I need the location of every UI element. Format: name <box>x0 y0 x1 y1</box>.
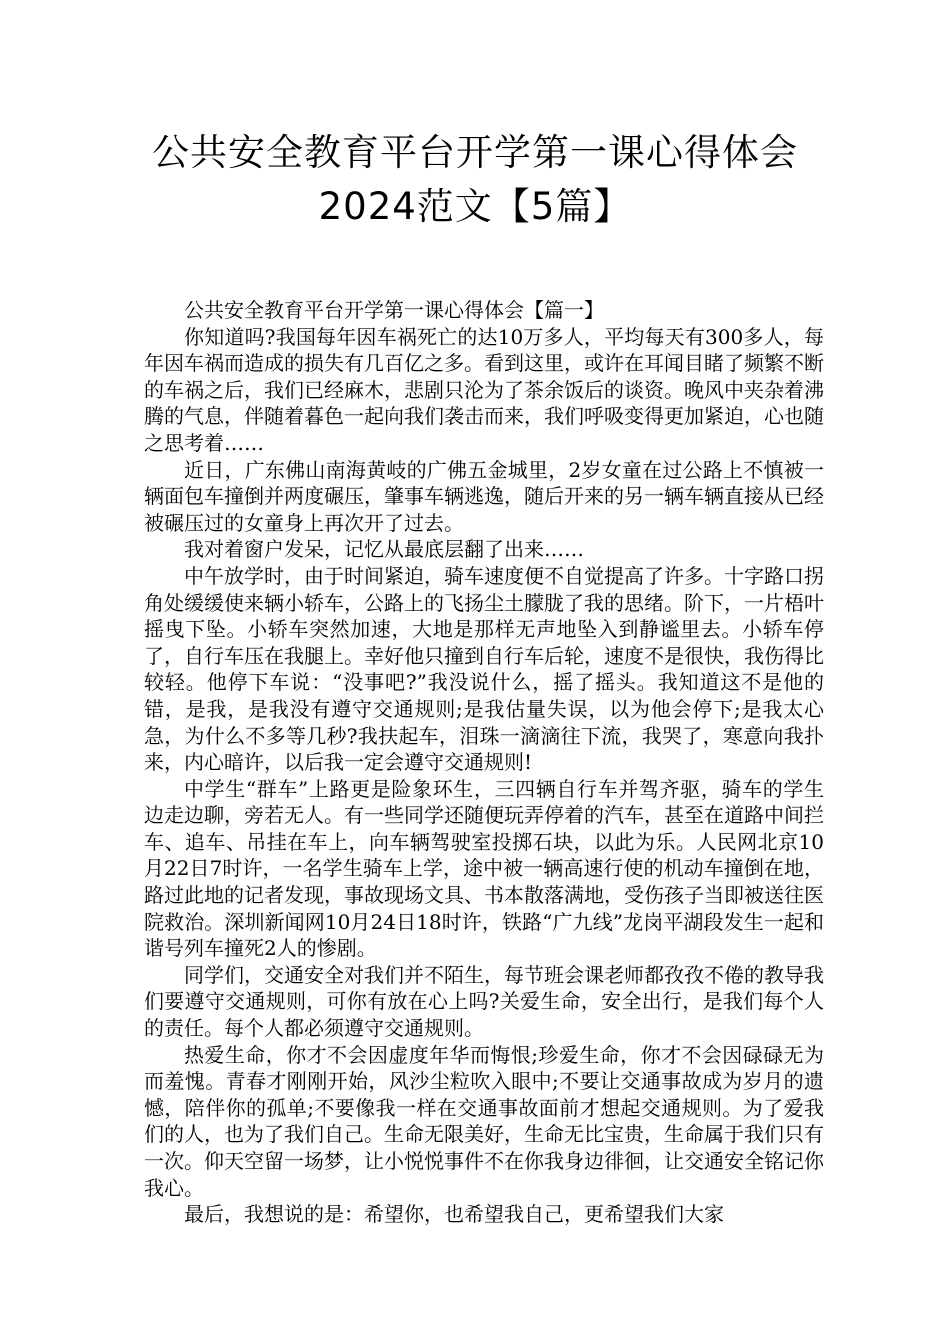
paragraph: 热爱生命，你才不会因虚度年华而悔恨;珍爱生命，你才不会因碌碌无为而羞愧。青春才刚刚开始，风沙尘粒吹入眼中;不要让交通事故成为岁月的遗憾，陪伴你的孤单;不要像我一样在交通事故面前才想起交通规则。为了爱我们的人，也为了我们自己。生命无限美好，生命无比宝贵，生命属于我们只有一次。仰天空留一场梦，让小悦悦事件不在你我身边徘徊，让交通安全铭记你我心。 <box>144 1042 824 1200</box>
paragraph: 近日，广东佛山南海黄岐的广佛五金城里，2岁女童在过公路上不慎被一辆面包车撞倒并两度碾压，肇事车辆逃逸，随后开来的另一辆车辆直接从已经被碾压过的女童身上再次开了过去。 <box>144 457 824 535</box>
paragraph: 同学们，交通安全对我们并不陌生，每节班会课老师都孜孜不倦的教导我们要遵守交通规则，可你有放在心上吗?关爱生命，安全出行，是我们每个人的责任。每个人都必须遵守交通规则。 <box>144 962 824 1041</box>
paragraph: 最后，我想说的是：希望你，也希望我自己，更希望我们大家 <box>184 1202 724 1227</box>
paragraph: 中午放学时，由于时间紧迫，骑车速度便不自觉提高了许多。十字路口拐角处缓缓使来辆小轿车，公路上的飞扬尘土朦胧了我的思绪。阶下，一片梧叶摇曳下坠。小轿车突然加速，大地是那样无声地坠入到静谧里去。小轿车停了，自行车压在我腿上。幸好他只撞到自行车后轮，速度不是很快，我伤得比较轻。他停下车说：“没事吧?”我没说什么，摇了摇头。我知道这不是他的错，是我，是我没有遵守交通规则;是我估量失误，以为他会停下;是我太心急，为什么不多等几秒?我扶起车，泪珠一滴滴往下流，我哭了，寒意向我扑来，内心暗许，以后我一定会遵守交通规则! <box>144 563 824 775</box>
paragraph: 中学生“群车”上路更是险象环生，三四辆自行车并驾齐驱，骑车的学生边走边聊，旁若无人。有一些同学还随便玩弄停着的汽车，甚至在道路中间拦车、追车、吊挂在车上，向车辆驾驶室投掷石块，以此为乐。人民网北京10月22日7时许，一名学生骑车上学，途中被一辆高速行使的机动车撞倒在地，路过此地的记者发现，事故现场文具、书本散落满地，受伤孩子当即被送往医院救治。深圳新闻网10月24日18时许，铁路“广九线”龙岗平湖段发生一起和谐号列车撞死2人的惨剧。 <box>144 776 824 961</box>
document-title-line-2: 2024范文【5篇】 <box>318 185 632 228</box>
paragraph: 我对着窗户发呆，记忆从最底层翻了出来…… <box>184 537 584 562</box>
paragraph: 你知道吗?我国每年因车祸死亡的达10万多人，平均每天有300多人，每年因车祸而造成的损失有几百亿之多。看到这里，或许在耳闻目睹了频繁不断的车祸之后，我们已经麻木，悲剧只沦为了茶余饭后的谈资。晚风中夹杂着沸腾的气息，伴随着暮色一起向我们袭击而来，我们呼吸变得更加紧迫，心也随之思考着…… <box>144 324 824 455</box>
document-title-line-1: 公共安全教育平台开学第一课心得体会 <box>152 131 798 174</box>
section-heading: 公共安全教育平台开学第一课心得体会【篇一】 <box>184 298 604 322</box>
document-body <box>144 297 824 1228</box>
